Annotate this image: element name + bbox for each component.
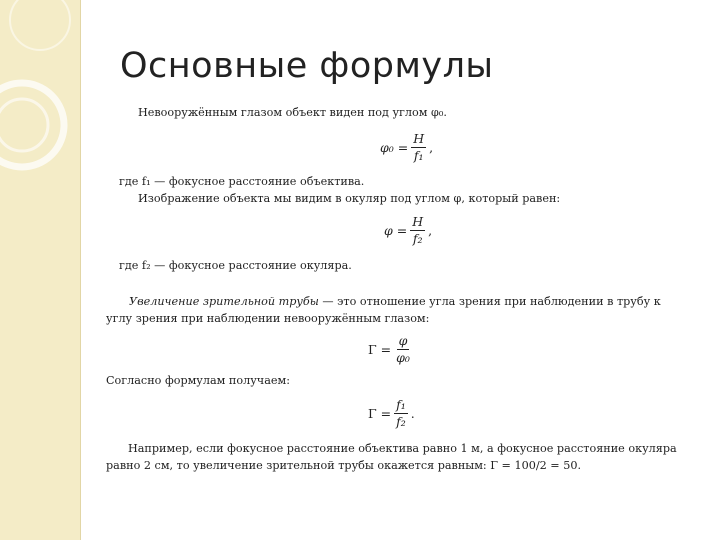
fraction: [410, 215, 425, 246]
decorative-rings: [0, 0, 80, 540]
definition-line: [129, 295, 661, 309]
definition-term: Увеличение зрительной трубы: [129, 295, 319, 308]
text-line-therefore: Согласно формулам получаем:: [106, 374, 290, 387]
formula-lhs: φ₀ =: [380, 140, 409, 155]
fraction: [394, 398, 408, 429]
example-line-2: равно 2 см, то увеличение зрительной трубы окажется равным: Γ = 100/2 = 50.: [106, 459, 582, 472]
decorative-sidebar: [0, 0, 81, 540]
text-line-objective: где f₁ — фокусное расстояние объектива.: [119, 175, 365, 188]
fraction-numerator: f₁: [396, 397, 406, 412]
fraction-denominator: f₁: [413, 148, 424, 163]
fraction-denominator: f₂: [412, 231, 423, 246]
formula-lhs: Γ =: [368, 342, 392, 357]
fraction-denominator: φ₀: [396, 350, 410, 365]
formula-punct: ,: [428, 223, 433, 238]
formula-punct: ,: [429, 140, 434, 155]
formula-punct: .: [410, 406, 415, 421]
formula-phi: [384, 215, 432, 246]
fraction-numerator: φ: [398, 333, 408, 348]
formula-lhs: Γ =: [368, 406, 392, 421]
page-title: Основные формулы: [120, 46, 494, 86]
fraction: [394, 334, 412, 365]
formula-magnification: [368, 334, 415, 365]
formula-magnification-result: [368, 398, 415, 429]
fraction: [411, 132, 426, 163]
fraction-denominator: f₂: [396, 414, 406, 429]
fraction-numerator: H: [413, 131, 425, 146]
fraction-numerator: H: [412, 214, 424, 229]
formula-phi0: [380, 132, 433, 163]
text-line-eyepiece: где f₂ — фокусное расстояние окуляра.: [119, 259, 352, 272]
definition-line-2: углу зрения при наблюдении невооружённым глазом:: [106, 312, 430, 325]
example-line-1: Например, если фокусное расстояние объектива равно 1 м, а фокусное расстояние окуляра: [128, 442, 677, 455]
text-line-naked-eye: Невооружённым глазом объект виден под углом φ₀.: [138, 106, 447, 119]
text-line-eyepiece-angle: Изображение объекта мы видим в окуляр под углом φ, который равен:: [138, 192, 561, 205]
definition-rest: — это отношение угла зрения при наблюдении в трубу к: [318, 295, 661, 308]
formula-lhs: φ =: [384, 223, 408, 238]
